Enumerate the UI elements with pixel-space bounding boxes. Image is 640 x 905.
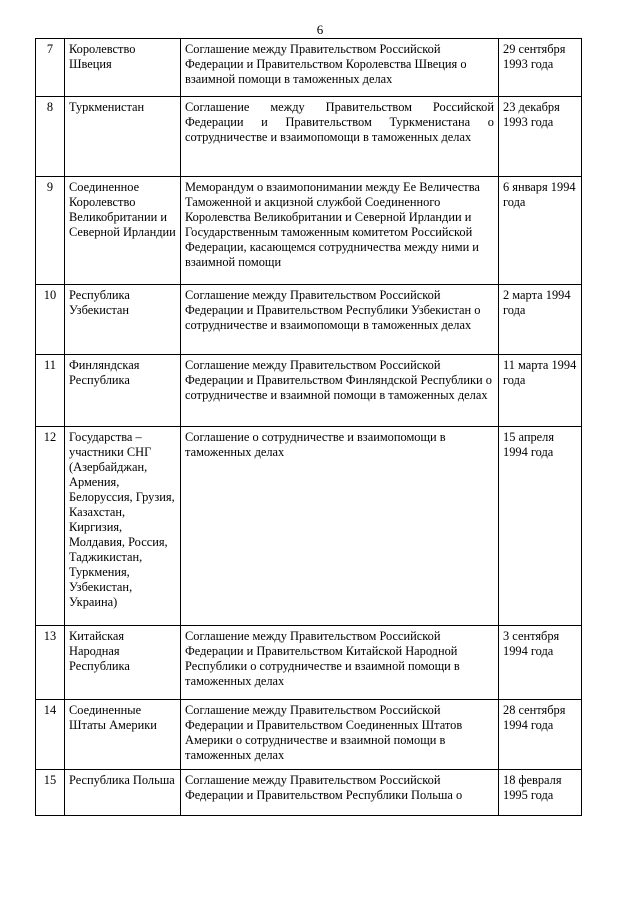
- table-row: [36, 355, 582, 427]
- table-row: [36, 285, 582, 355]
- country-cell: Соединенные Штаты Америки: [65, 700, 181, 770]
- table-row: [36, 177, 582, 285]
- country-cell: Государства – участники СНГ (Азербайджан, Армения, Белоруссия, Грузия, Казахстан, Киргизия, Молдавия, Россия, Таджикистан, Туркмения, Узбекистан, Украина): [65, 427, 181, 626]
- date-cell: 18 февраля 1995 года: [499, 770, 582, 816]
- document-cell: Соглашение между Правительством Российской Федерации и Правительством Республики Польша о: [181, 770, 499, 816]
- date-cell: 15 апреля 1994 года: [499, 427, 582, 626]
- table-row: [36, 97, 582, 177]
- row-number: 11: [36, 355, 65, 427]
- row-number: 7: [36, 39, 65, 97]
- row-number: 10: [36, 285, 65, 355]
- date-cell: 3 сентября 1994 года: [499, 626, 582, 700]
- country-cell: Королевство Швеция: [65, 39, 181, 97]
- row-number: 8: [36, 97, 65, 177]
- row-number: 13: [36, 626, 65, 700]
- table-row: [36, 427, 582, 626]
- document-cell: Соглашение между Правительством Российской Федерации и Правительством Финляндской Республики о сотрудничестве и взаимной помощи в таможенных делах: [181, 355, 499, 427]
- table-row: [36, 700, 582, 770]
- date-cell: 2 марта 1994 года: [499, 285, 582, 355]
- table-row: [36, 626, 582, 700]
- table-row: [36, 770, 582, 816]
- row-number: 9: [36, 177, 65, 285]
- document-cell: Соглашение между Правительством Российской Федерации и Правительством Соединенных Штатов Америки о сотрудничестве и взаимной помощи в таможенных делах: [181, 700, 499, 770]
- row-number: 14: [36, 700, 65, 770]
- table-row: [36, 39, 582, 97]
- date-cell: 29 сентября 1993 года: [499, 39, 582, 97]
- country-cell: Туркменистан: [65, 97, 181, 177]
- document-cell: Соглашение между Правительством Российской Федерации и Правительством Республики Узбекистан о сотрудничестве и взаимопомощи в таможенных делах: [181, 285, 499, 355]
- row-number: 15: [36, 770, 65, 816]
- document-cell: Соглашение между Правительством Российской Федерации и Правительством Китайской Народной Республики о сотрудничестве и взаимной помощи в таможенных делах: [181, 626, 499, 700]
- document-cell: Соглашение о сотрудничестве и взаимопомощи в таможенных делах: [181, 427, 499, 626]
- country-cell: Соединенное Королевство Великобритании и Северной Ирландии: [65, 177, 181, 285]
- country-cell: Китайская Народная Республика: [65, 626, 181, 700]
- document-cell: Соглашение между Правительством Российской Федерации и Правительством Королевства Швеция о взаимной помощи в таможенных делах: [181, 39, 499, 97]
- date-cell: 11 марта 1994 года: [499, 355, 582, 427]
- country-cell: Республика Узбекистан: [65, 285, 181, 355]
- page-number: 6: [316, 22, 324, 37]
- row-number: 12: [36, 427, 65, 626]
- country-cell: Республика Польша: [65, 770, 181, 816]
- document-cell: Меморандум о взаимопонимании между Ее Величества Таможенной и акцизной службой Соединенного Королевства Великобритании и Северной Ирландии и Государственным таможенным комитетом Российской Федерации, касающемся сотрудничества между ними и взаимной помощи: [181, 177, 499, 285]
- date-cell: 28 сентября 1994 года: [499, 700, 582, 770]
- document-cell: Соглашение между Правительством Российской Федерации и Правительством Туркменистана о сотрудничестве и взаимопомощи в таможенных делах: [181, 97, 499, 177]
- date-cell: 23 декабря 1993 года: [499, 97, 582, 177]
- date-cell: 6 января 1994 года: [499, 177, 582, 285]
- country-cell: Финляндская Республика: [65, 355, 181, 427]
- agreements-table: [35, 38, 582, 816]
